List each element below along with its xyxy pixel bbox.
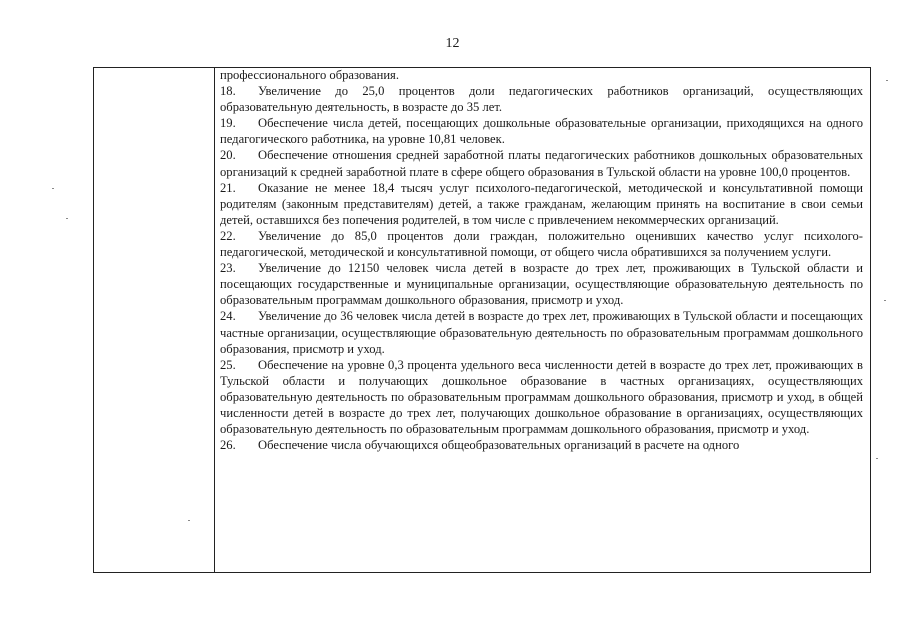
- list-item-20: [220, 147, 863, 179]
- scan-speck: [66, 218, 68, 219]
- scan-speck: [876, 458, 878, 459]
- item-text: Увеличение до 25,0 процентов доли педагогических работников организаций, осуществляющих образовательную деятельность, в возрасте до 35 лет.: [220, 84, 863, 115]
- list-item-25: [220, 357, 863, 437]
- item-number: 24.: [220, 309, 236, 324]
- item-text: Увеличение до 85,0 процентов доли граждан, положительно оценивших качество услуг психолого-педагогической, методической и консультативной помощи, от общего числа обратившихся за получением услуги.: [220, 228, 863, 260]
- list-item-18: [220, 83, 863, 115]
- item-number: 22.: [220, 228, 236, 243]
- item-text: Обеспечение числа детей, посещающих дошкольные образовательные организации, приходящихся на одного педагогического работника, на уровне 10,81 человек.: [220, 116, 863, 147]
- column-divider: [214, 67, 215, 573]
- item-text: Обеспечение числа обучающихся общеобразовательных организаций в расчете на одного: [258, 438, 740, 453]
- item-text: Увеличение до 12150 человек числа детей в возрасте до трех лет, проживающих в Тульской области и посещающих государственные и муниципальные организации, осуществляющие образовательную деятельность по образовательным программам дошкольного образования, присмотр и уход.: [220, 261, 863, 308]
- list-item-23: [220, 260, 863, 308]
- item-number: 25.: [220, 357, 236, 372]
- item-number: 23.: [220, 261, 236, 276]
- table-content-cell: [220, 67, 863, 453]
- scan-speck: [884, 300, 886, 301]
- item-number: 26.: [220, 438, 236, 453]
- list-item-21: [220, 180, 863, 228]
- item-text: Оказание не менее 18,4 тысяч услуг психолого-педагогической, методической и консультативной помощи родителям (законным представителям) детей, а также гражданам, желающим принять на воспитание в свои семьи детей, оставшихся без попечения родителей, в том числе с привлечением некоммерческих организаций.: [220, 180, 863, 227]
- item-number: 19.: [220, 116, 236, 131]
- intro-line: профессионального образования.: [220, 68, 399, 82]
- page-number: 12: [445, 36, 460, 51]
- item-number: 21.: [220, 180, 236, 195]
- item-text: Обеспечение отношения средней заработной платы педагогических работников дошкольных образовательных организаций к средней заработной плате в сфере общего образования в Тульской области на уровне 100,0 процентов.: [220, 148, 863, 179]
- item-text: Обеспечение на уровне 0,3 процента удельного веса численности детей в возрасте до трех лет, проживающих в Тульской области и получающих дошкольное образование в частных организациях, осуществляющих образовательную деятельность по образовательным программам дошкольного образования, присмотр и уход, в общей численности детей в возрасте до трех лет, получающих дошкольное образование в организациях, осуществляющих образовательную деятельность по образовательным программам дошкольного образования, присмотр и уход.: [220, 357, 863, 437]
- item-number: 20.: [220, 148, 236, 163]
- item-text: Увеличение до 36 человек числа детей в возрасте до трех лет, проживающих в Тульской области и посещающих частные организации, осуществляющие образовательную деятельность по образовательным программам дошкольного образования, присмотр и уход.: [220, 309, 863, 356]
- item-number: 18.: [220, 84, 236, 99]
- list-item-22: [220, 228, 863, 260]
- list-item-26: [220, 437, 863, 453]
- list-item-19: [220, 115, 863, 147]
- table-bottom-border: [93, 572, 871, 573]
- scan-speck: [188, 520, 190, 521]
- scan-speck: [886, 80, 888, 81]
- scan-speck: [52, 188, 54, 189]
- list-item-24: [220, 308, 863, 356]
